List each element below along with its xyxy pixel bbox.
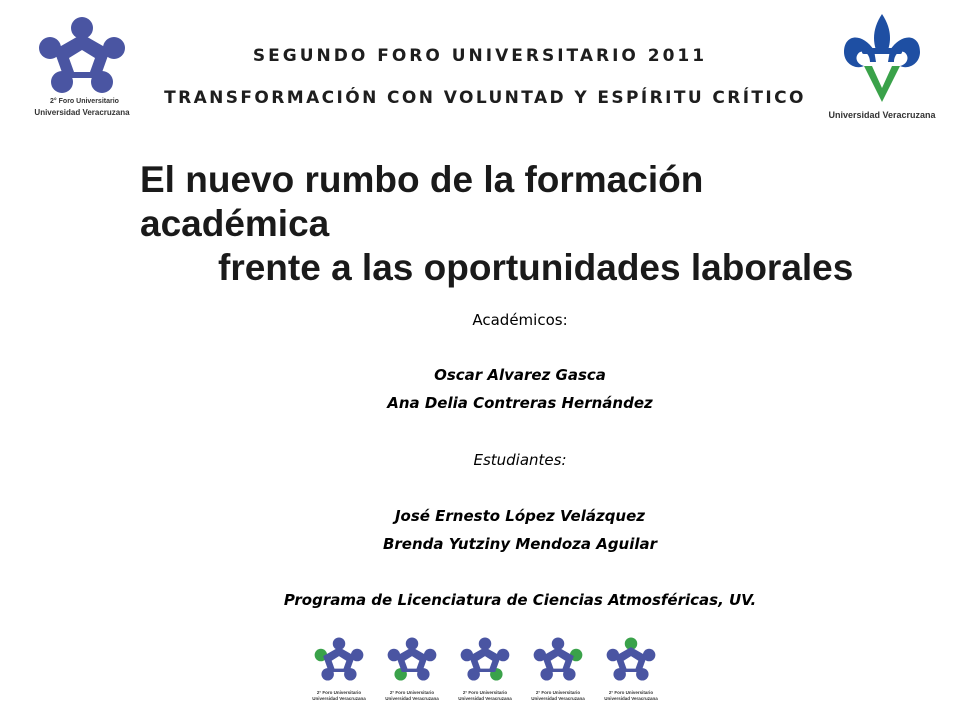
campus-logo-caption xyxy=(524,690,592,702)
campus-caption-line2: Universidad Veracruzana xyxy=(458,696,512,701)
campus-logo-caption xyxy=(378,690,446,702)
foro-emblem-icon xyxy=(22,12,142,98)
academics-label: Académicos: xyxy=(472,311,568,329)
campus-emblem-icon xyxy=(305,630,373,688)
campus-caption-line2: Universidad Veracruzana xyxy=(531,696,585,701)
campus-emblem-icon xyxy=(524,630,592,688)
campus-caption-line1: 2° Foro Universitario xyxy=(608,690,654,695)
campus-logo-4 xyxy=(524,630,592,710)
right-logo-caption: Universidad Veracruzana xyxy=(828,110,936,120)
banner-line-1: SEGUNDO FORO UNIVERSITARIO 2011 xyxy=(252,46,708,66)
uv-logo-right xyxy=(818,10,946,122)
campus-logo-caption xyxy=(451,690,519,702)
campus-emblem-icon xyxy=(451,630,519,688)
campus-emblem-icon xyxy=(597,630,665,688)
academic-name-2: Ana Delia Contreras Hernández xyxy=(387,394,653,412)
campus-logo-caption xyxy=(305,690,373,702)
students-label: Estudiantes: xyxy=(473,451,567,469)
left-logo-caption-line1: 2° Foro Universitario xyxy=(50,98,119,105)
campus-caption-line2: Universidad Veracruzana xyxy=(604,696,658,701)
campus-caption-line1: 2° Foro Universitario xyxy=(389,690,435,695)
slide-title-line-2: frente a las oportunidades laborales xyxy=(218,247,854,288)
student-name-1: José Ernesto López Velázquez xyxy=(394,507,646,525)
campus-caption-line1: 2° Foro Universitario xyxy=(462,690,508,695)
campus-logo-2 xyxy=(378,630,446,710)
left-logo-caption-line2: Universidad Veracruzana xyxy=(34,108,130,117)
slide-title-line-1: El nuevo rumbo de la formación académica xyxy=(140,159,704,244)
campus-logos-row xyxy=(305,630,665,710)
campus-logo-1 xyxy=(305,630,373,710)
campus-caption-line2: Universidad Veracruzana xyxy=(385,696,439,701)
campus-caption-line2: Universidad Veracruzana xyxy=(312,696,366,701)
campus-emblem-icon xyxy=(378,630,446,688)
campus-logo-3 xyxy=(451,630,519,710)
campus-caption-line1: 2° Foro Universitario xyxy=(316,690,362,695)
foro-logo-left xyxy=(22,12,142,124)
campus-logo-5 xyxy=(597,630,665,710)
program-line: Programa de Licenciatura de Ciencias Atmosféricas, UV. xyxy=(283,591,757,609)
student-name-2: Brenda Yutziny Mendoza Aguilar xyxy=(382,535,658,553)
fleur-de-lis-icon xyxy=(818,10,946,108)
slide-title xyxy=(140,158,900,290)
campus-logo-caption xyxy=(597,690,665,702)
campus-caption-line1: 2° Foro Universitario xyxy=(535,690,581,695)
banner-line-2: TRANSFORMACIÓN CON VOLUNTAD Y ESPÍRITU CRÍTICO xyxy=(164,88,806,108)
academic-name-1: Oscar Alvarez Gasca xyxy=(434,366,606,384)
